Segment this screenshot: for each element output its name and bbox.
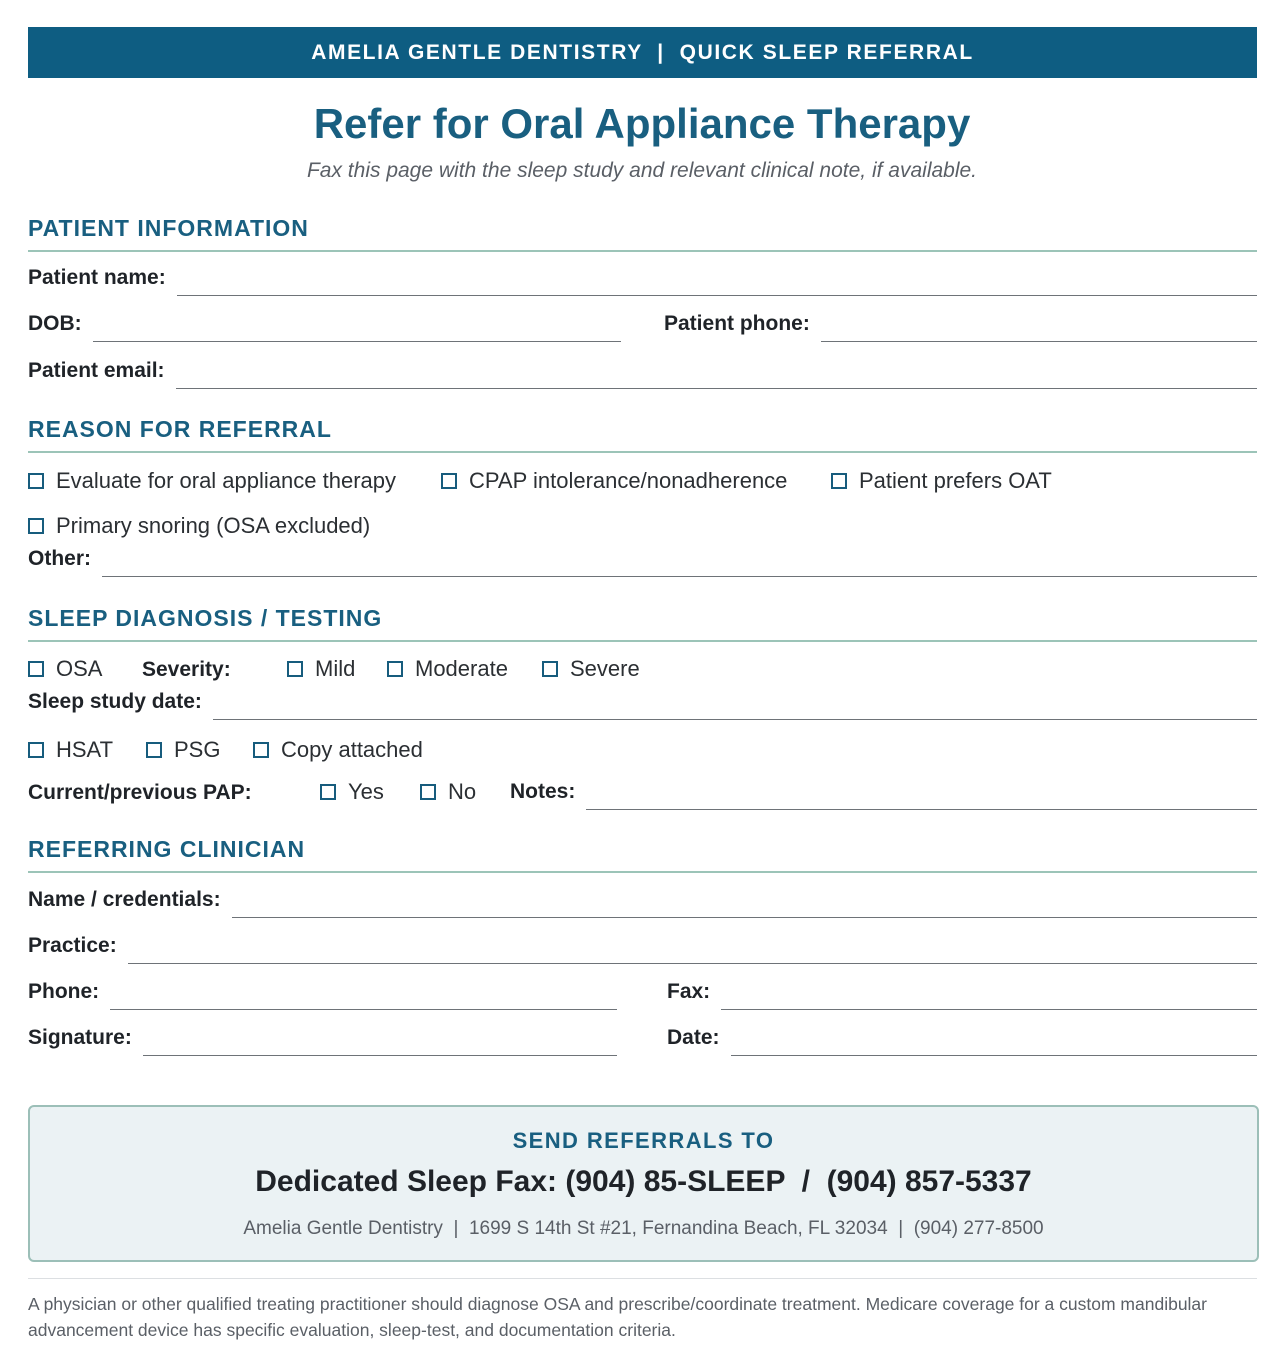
footer-divider — [28, 1278, 1257, 1279]
header-banner: AMELIA GENTLE DENTISTRY | QUICK SLEEP REFERRAL — [28, 27, 1257, 78]
section-heading: SLEEP DIAGNOSIS / TESTING — [28, 605, 383, 631]
checkbox-label: Yes — [348, 779, 384, 804]
patient-name-line[interactable] — [177, 294, 1257, 296]
other-label: Other: — [28, 547, 91, 570]
practice-field[interactable] — [28, 934, 1257, 958]
date-field[interactable] — [667, 1026, 1257, 1050]
clinician-fax-field[interactable] — [667, 980, 1257, 1004]
clinician-name-label: Name / credentials: — [28, 888, 221, 911]
checkbox-label: Patient prefers OAT — [859, 468, 1052, 493]
checkbox-icon[interactable] — [28, 742, 44, 758]
section-reason-for-referral — [28, 411, 1257, 453]
send-referrals-heading: SEND REFERRALS TO — [512, 1128, 775, 1153]
checkbox-icon[interactable] — [253, 742, 269, 758]
checkbox-pap-yes[interactable] — [320, 779, 384, 805]
patient-email-line[interactable] — [176, 387, 1257, 389]
checkbox-icon[interactable] — [831, 473, 847, 489]
dob-line[interactable] — [93, 340, 621, 342]
checkbox-label: OSA — [56, 656, 103, 681]
patient-name-label: Patient name: — [28, 266, 166, 289]
checkbox-pap-no[interactable] — [420, 779, 476, 805]
checkbox-mild[interactable] — [287, 656, 355, 682]
dob-field[interactable] — [28, 312, 621, 336]
section-referring-clinician — [28, 831, 1257, 873]
patient-name-field[interactable] — [28, 266, 1257, 290]
checkbox-evaluate-oat[interactable] — [28, 468, 396, 494]
sleep-study-date-line[interactable] — [213, 718, 1257, 720]
clinician-phone-line[interactable] — [110, 1008, 617, 1010]
section-patient-information — [28, 210, 1257, 252]
signature-label: Signature: — [28, 1026, 132, 1049]
checkbox-cpap-intolerance[interactable] — [441, 468, 787, 494]
checkbox-icon[interactable] — [287, 661, 303, 677]
checkbox-label: PSG — [174, 737, 221, 762]
sleep-fax-number: Dedicated Sleep Fax: (904) 85-SLEEP / (904) 857-5337 — [255, 1165, 1032, 1198]
notes-field[interactable] — [510, 780, 1257, 804]
checkbox-label: CPAP intolerance/nonadherence — [469, 468, 788, 493]
section-heading: REFERRING CLINICIAN — [28, 836, 306, 862]
checkbox-icon[interactable] — [28, 661, 44, 677]
clinician-phone-field[interactable] — [28, 980, 617, 1004]
section-sleep-diagnosis — [28, 600, 1257, 642]
clinician-name-field[interactable] — [28, 888, 1257, 912]
signature-field[interactable] — [28, 1026, 617, 1050]
checkbox-icon[interactable] — [28, 473, 44, 489]
patient-phone-label: Patient phone: — [664, 312, 810, 335]
checkbox-label: Severe — [570, 656, 640, 681]
send-referrals-box — [28, 1105, 1259, 1262]
checkbox-prefers-oat[interactable] — [831, 468, 1052, 494]
patient-email-label: Patient email: — [28, 359, 165, 382]
sleep-study-date-label: Sleep study date: — [28, 690, 202, 713]
page-title: Refer for Oral Appliance Therapy — [313, 100, 971, 147]
practice-label: Practice: — [28, 934, 117, 957]
checkbox-icon[interactable] — [146, 742, 162, 758]
checkbox-label: Evaluate for oral appliance therapy — [56, 468, 396, 493]
checkbox-label: Primary snoring (OSA excluded) — [56, 513, 371, 538]
checkbox-label: Mild — [315, 656, 356, 681]
date-line[interactable] — [731, 1054, 1257, 1056]
clinician-phone-label: Phone: — [28, 980, 100, 1003]
patient-phone-line[interactable] — [821, 340, 1257, 342]
notes-label: Notes: — [510, 780, 576, 803]
pap-label: Current/previous PAP: — [28, 781, 252, 804]
checkbox-icon[interactable] — [441, 473, 457, 489]
practice-line[interactable] — [128, 962, 1257, 964]
checkbox-label: Moderate — [415, 656, 508, 681]
checkbox-icon[interactable] — [320, 784, 336, 800]
patient-phone-field[interactable] — [664, 312, 1257, 336]
checkbox-icon[interactable] — [420, 784, 436, 800]
checkbox-severe[interactable] — [542, 656, 640, 682]
section-heading: REASON FOR REFERRAL — [28, 416, 332, 442]
date-label: Date: — [667, 1026, 720, 1049]
clinician-fax-label: Fax: — [667, 980, 711, 1003]
checkbox-moderate[interactable] — [387, 656, 508, 682]
severity-label: Severity: — [142, 658, 231, 681]
section-heading: PATIENT INFORMATION — [28, 215, 309, 241]
checkbox-copy-attached[interactable] — [253, 737, 423, 763]
checkbox-hsat[interactable] — [28, 737, 113, 763]
clinician-name-line[interactable] — [232, 916, 1257, 918]
other-line[interactable] — [102, 575, 1257, 577]
checkbox-icon[interactable] — [28, 518, 44, 534]
checkbox-icon[interactable] — [542, 661, 558, 677]
checkbox-osa[interactable] — [28, 656, 102, 682]
notes-line[interactable] — [586, 808, 1257, 810]
dob-label: DOB: — [28, 312, 82, 335]
footnote: A physician or other qualified treating practitioner should diagnose OSA and prescribe/coordinate treatment. Medicare coverage for a custom mandibular advancement device has specific evaluation, sleep-test, and documentation criteria. — [28, 1294, 1207, 1340]
page-subtitle: Fax this page with the sleep study and relevant clinical note, if available. — [306, 159, 978, 182]
clinician-fax-line[interactable] — [721, 1008, 1257, 1010]
checkbox-label: No — [448, 779, 477, 804]
other-field[interactable] — [28, 547, 1257, 571]
practice-address: Amelia Gentle Dentistry | 1699 S 14th St #21, Fernandina Beach, FL 32034 | (904) 277-8500 — [243, 1218, 1044, 1239]
checkbox-psg[interactable] — [146, 737, 220, 763]
patient-email-field[interactable] — [28, 359, 1257, 383]
checkbox-label: HSAT — [56, 737, 114, 762]
checkbox-icon[interactable] — [387, 661, 403, 677]
checkbox-primary-snoring[interactable] — [28, 513, 370, 539]
sleep-study-date-field[interactable] — [28, 690, 1257, 714]
checkbox-label: Copy attached — [281, 737, 423, 762]
signature-line[interactable] — [143, 1054, 617, 1056]
